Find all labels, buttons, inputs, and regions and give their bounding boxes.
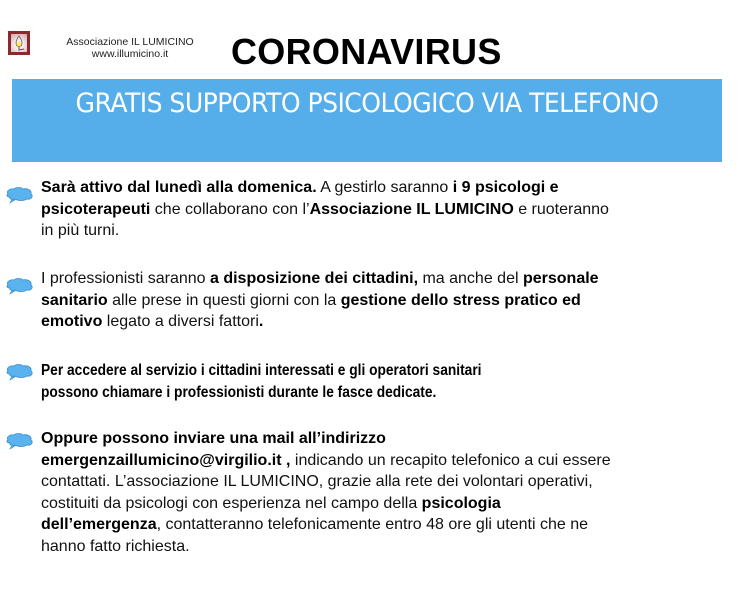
text: ma anche del xyxy=(418,270,523,287)
bold-text: . xyxy=(258,313,264,330)
text-line xyxy=(41,290,731,312)
paragraph-availability xyxy=(41,268,731,333)
text-line xyxy=(41,311,731,333)
speech-bubble-icon xyxy=(4,277,36,297)
candle-icon xyxy=(11,34,27,52)
bold-text: i 9 psicologi e xyxy=(452,179,559,196)
text: che collaborano con l’ xyxy=(150,200,310,218)
org-name: Associazione IL LUMICINO xyxy=(66,36,194,48)
bold-text: gestione dello stress pratico ed xyxy=(340,291,581,309)
page-title: CORONAVIRUS xyxy=(231,31,502,72)
text: , contatteranno telefonicamente entro 48 ore gli utenti che ne xyxy=(156,516,589,533)
speech-bubble-icon xyxy=(4,432,36,452)
organization-info xyxy=(40,36,220,60)
bold-text: personale xyxy=(522,270,599,287)
speech-bubble-icon xyxy=(4,186,36,206)
bold-text: a disposizione dei cittadini, xyxy=(209,270,419,287)
text-line xyxy=(41,268,731,290)
bold-text: Sarà attivo dal lunedì alla domenica. xyxy=(41,179,317,196)
text-line xyxy=(41,536,731,558)
text-line xyxy=(41,360,729,382)
email-link[interactable]: emergenzaillumicino@virgilio.it , xyxy=(41,451,291,469)
text-line xyxy=(41,199,731,221)
org-url[interactable]: www.illumicino.it xyxy=(91,48,169,60)
bold-text: Per accedere al servizio i cittadini interessati e gli operatori sanitari xyxy=(41,362,482,379)
text-line xyxy=(41,177,731,199)
banner xyxy=(12,79,722,162)
bold-text: psicologia xyxy=(421,494,501,512)
paragraph-schedule xyxy=(41,177,731,242)
bold-text: dell’emergenza xyxy=(41,516,157,533)
speech-bubble-icon xyxy=(4,363,36,383)
text: legato a diversi fattori xyxy=(102,313,259,330)
banner-text: GRATIS SUPPORTO PSICOLOGICO VIA TELEFONO xyxy=(75,88,659,119)
text-line xyxy=(41,514,731,536)
bold-text: psicoterapeuti xyxy=(41,200,151,218)
logo xyxy=(8,31,30,55)
bold-text: emotivo xyxy=(41,313,103,330)
text: contattati. L’associazione IL LUMICINO, grazie alla rete dei volontari operativi, xyxy=(41,473,593,490)
text: I professionisti saranno xyxy=(41,270,210,287)
text-line xyxy=(41,382,729,404)
text: costituiti da psicologi con esperienza nel campo della xyxy=(41,494,422,512)
text-line xyxy=(41,471,731,493)
text-line xyxy=(41,428,731,450)
text-line xyxy=(41,220,731,242)
bold-text: Associazione IL LUMICINO xyxy=(309,200,514,218)
text: hanno fatto richiesta. xyxy=(41,537,190,555)
text: e ruoteranno xyxy=(513,200,609,218)
paragraph-email-contact xyxy=(41,428,731,557)
bold-text: possono chiamare i professionisti durante le fasce dedicate. xyxy=(41,383,437,401)
bold-text: Oppure possono inviare una mail all’indirizzo xyxy=(41,430,386,447)
text: in più turni. xyxy=(41,222,120,239)
text: A gestirlo saranno xyxy=(316,179,453,196)
text-line xyxy=(41,450,731,472)
paragraph-access xyxy=(41,360,729,403)
text: alle prese in questi giorni con la xyxy=(107,291,341,309)
text: indicando un recapito telefonico a cui essere xyxy=(290,451,611,469)
text-line xyxy=(41,493,731,515)
bold-text: sanitario xyxy=(41,291,108,309)
